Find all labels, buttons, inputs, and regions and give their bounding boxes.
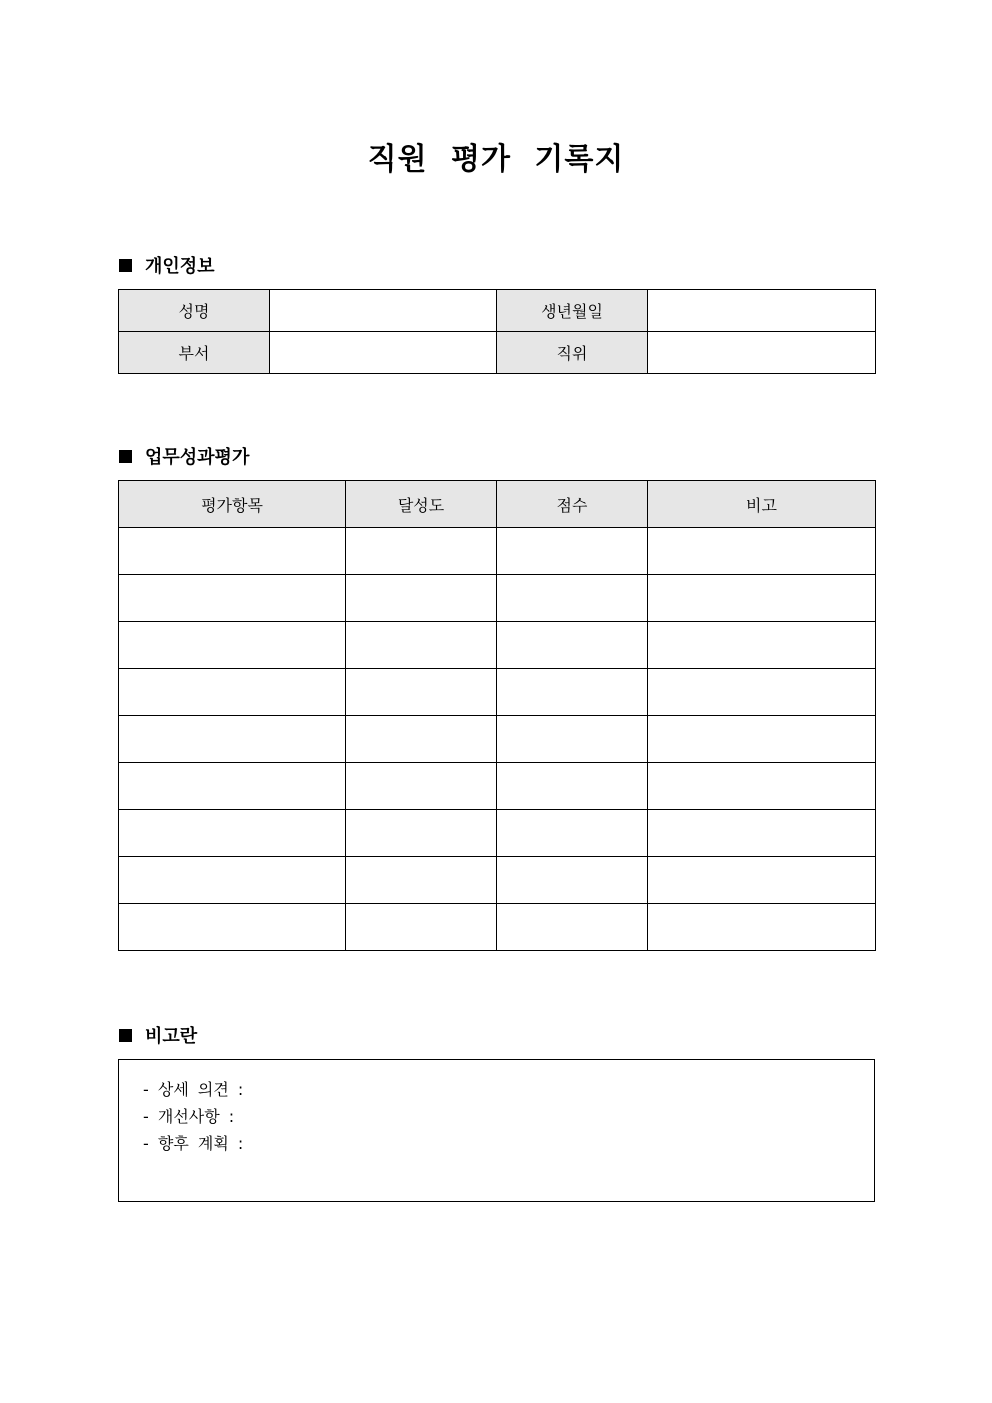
personal-info-table [118,289,876,374]
name-field[interactable] [270,290,497,332]
note-cell[interactable] [648,528,876,575]
achievement-cell[interactable] [346,622,497,669]
achievement-cell[interactable] [346,810,497,857]
score-cell[interactable] [497,622,648,669]
table-row [119,575,876,622]
note-cell[interactable] [648,857,876,904]
column-header-item: 평가항목 [119,481,346,528]
column-header-note: 비고 [648,481,876,528]
section-title-remarks: 비고란 [145,1026,198,1047]
achievement-cell[interactable] [346,716,497,763]
remarks-box[interactable] [118,1059,875,1202]
note-cell[interactable] [648,763,876,810]
note-cell[interactable] [648,669,876,716]
section-title-performance: 업무성과평가 [145,447,250,468]
section-heading-performance [119,443,249,469]
department-field[interactable] [270,332,497,374]
item-cell[interactable] [119,622,346,669]
section-heading-personal [119,252,215,278]
item-cell[interactable] [119,716,346,763]
score-cell[interactable] [497,763,648,810]
label-department: 부서 [119,332,270,374]
table-row [119,857,876,904]
table-row [119,904,876,951]
achievement-cell[interactable] [346,904,497,951]
table-row [119,810,876,857]
item-cell[interactable] [119,763,346,810]
column-header-achievement: 달성도 [346,481,497,528]
performance-table [118,480,876,951]
table-row [119,763,876,810]
page-title: 직원 평가 기록지 [367,142,625,177]
score-cell[interactable] [497,575,648,622]
note-cell[interactable] [648,575,876,622]
score-cell[interactable] [497,716,648,763]
item-cell[interactable] [119,528,346,575]
label-position: 직위 [497,332,648,374]
section-heading-remarks [119,1022,197,1048]
achievement-cell[interactable] [346,763,497,810]
square-bullet-icon [119,1029,132,1042]
achievement-cell[interactable] [346,857,497,904]
remark-improvements: - 개선사항 : [143,1107,235,1126]
column-header-score: 점수 [497,481,648,528]
label-birthdate: 생년월일 [497,290,648,332]
table-row [119,290,876,332]
section-title-personal: 개인정보 [145,256,215,277]
note-cell[interactable] [648,810,876,857]
table-header-row [119,481,876,528]
birthdate-field[interactable] [648,290,876,332]
table-row [119,332,876,374]
table-row [119,716,876,763]
achievement-cell[interactable] [346,528,497,575]
item-cell[interactable] [119,810,346,857]
score-cell[interactable] [497,669,648,716]
score-cell[interactable] [497,857,648,904]
note-cell[interactable] [648,904,876,951]
square-bullet-icon [119,259,132,272]
remark-detail-opinion: - 상세 의견 : [143,1080,244,1099]
achievement-cell[interactable] [346,669,497,716]
item-cell[interactable] [119,857,346,904]
position-field[interactable] [648,332,876,374]
remarks-list [119,1060,874,1161]
note-cell[interactable] [648,622,876,669]
score-cell[interactable] [497,810,648,857]
achievement-cell[interactable] [346,575,497,622]
table-row [119,528,876,575]
label-name: 성명 [119,290,270,332]
item-cell[interactable] [119,669,346,716]
table-row [119,669,876,716]
square-bullet-icon [119,450,132,463]
note-cell[interactable] [648,716,876,763]
item-cell[interactable] [119,575,346,622]
table-row [119,622,876,669]
score-cell[interactable] [497,904,648,951]
remark-future-plan: - 향후 계획 : [143,1134,244,1153]
score-cell[interactable] [497,528,648,575]
item-cell[interactable] [119,904,346,951]
